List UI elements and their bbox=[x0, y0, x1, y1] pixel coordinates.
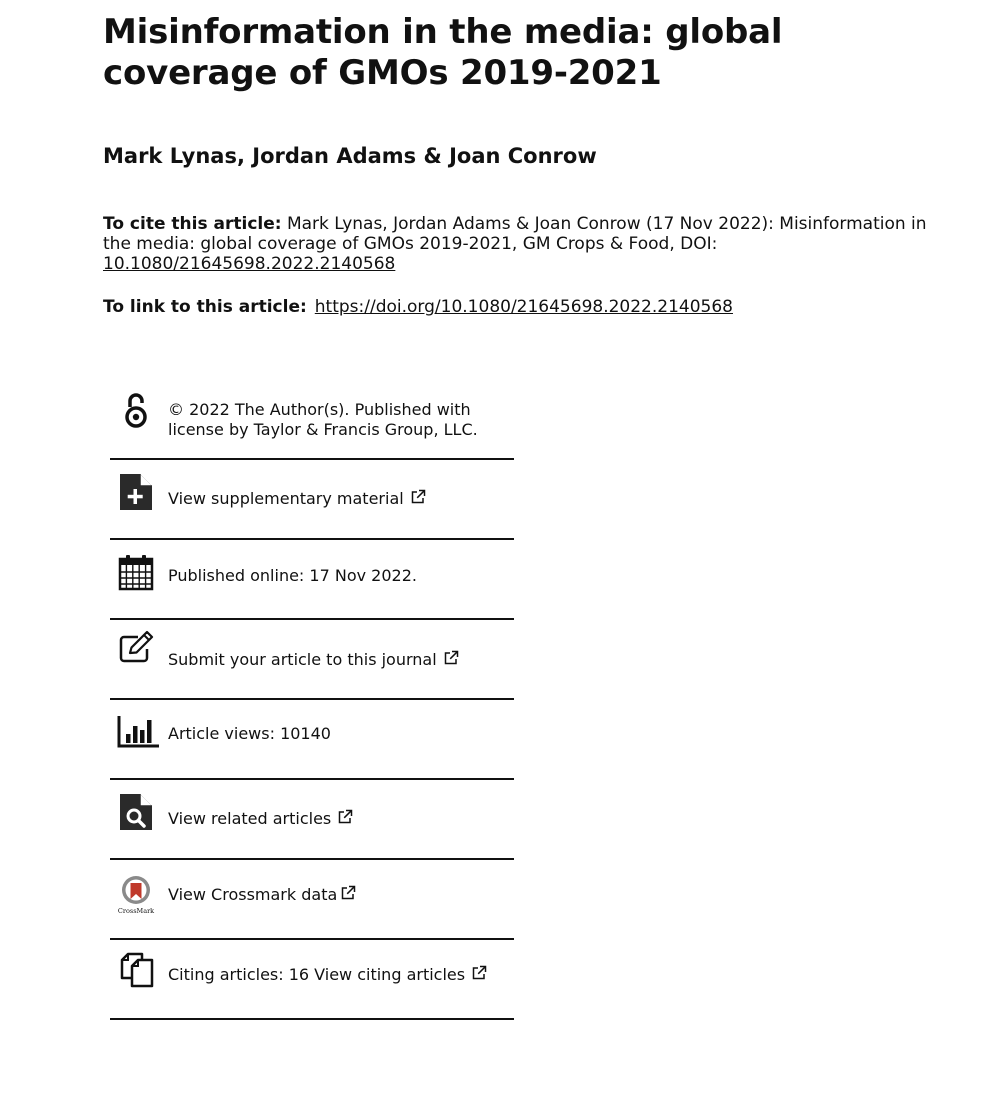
citing-label: Citing articles: 16 View citing articles bbox=[168, 965, 466, 984]
license-text bbox=[168, 400, 478, 440]
license-line-1: © 2022 The Author(s). Published with bbox=[168, 400, 471, 419]
citation-label: To cite this article: bbox=[103, 214, 282, 234]
supplementary-link[interactable] bbox=[168, 489, 426, 509]
published-date: Published online: 17 Nov 2022. bbox=[168, 566, 417, 585]
crossmark-logo-text: CrossMark bbox=[117, 907, 155, 915]
related-item[interactable] bbox=[110, 780, 514, 860]
submit-label: Submit your article to this journal bbox=[168, 650, 437, 669]
license-item bbox=[110, 380, 514, 460]
article-title: Misinformation in the media: global coverage of GMOs 2019-2021 bbox=[103, 12, 783, 93]
citation-block bbox=[103, 214, 933, 274]
article-authors: Mark Lynas, Jordan Adams & Joan Conrow bbox=[103, 144, 597, 168]
document-plus-icon bbox=[116, 472, 156, 512]
document-search-icon bbox=[116, 792, 156, 832]
edit-icon bbox=[116, 629, 156, 669]
related-label: View related articles bbox=[168, 809, 332, 828]
external-link-icon bbox=[443, 650, 459, 666]
crossmark-label: View Crossmark data bbox=[168, 885, 338, 904]
article-views: Article views: 10140 bbox=[168, 724, 331, 743]
bar-chart-icon bbox=[116, 710, 160, 750]
external-link-icon bbox=[340, 885, 356, 901]
crossmark-link[interactable] bbox=[168, 885, 356, 905]
external-link-icon bbox=[471, 965, 487, 981]
citing-documents-icon bbox=[116, 950, 156, 990]
citing-item[interactable] bbox=[110, 940, 514, 1020]
crossmark-logo-icon bbox=[116, 874, 160, 918]
citation-text: Mark Lynas, Jordan Adams & Joan Conrow (17 Nov 2022): Misinformation in the media: global coverage of GMOs 2019-2021, GM Crops & Food, DOI: bbox=[103, 214, 927, 254]
license-line-2: license by Taylor & Francis Group, LLC. bbox=[168, 420, 478, 439]
related-link[interactable] bbox=[168, 809, 353, 829]
article-doi-url-link[interactable]: https://doi.org/10.1080/21645698.2022.2140568 bbox=[314, 297, 733, 317]
published-item bbox=[110, 540, 514, 620]
article-link-label: To link to this article: bbox=[103, 297, 307, 317]
external-link-icon bbox=[337, 809, 353, 825]
article-info-list bbox=[110, 380, 514, 1020]
citation-doi-link[interactable]: 10.1080/21645698.2022.2140568 bbox=[103, 254, 396, 274]
open-access-icon bbox=[116, 390, 156, 430]
submit-item[interactable] bbox=[110, 620, 514, 700]
views-item bbox=[110, 700, 514, 780]
citing-link[interactable] bbox=[168, 965, 487, 985]
calendar-icon bbox=[116, 552, 156, 592]
external-link-icon bbox=[410, 489, 426, 505]
supplementary-label: View supplementary material bbox=[168, 489, 404, 508]
crossmark-item[interactable] bbox=[110, 860, 514, 940]
submit-link[interactable] bbox=[168, 650, 459, 670]
article-link-line bbox=[103, 296, 733, 318]
supplementary-item[interactable] bbox=[110, 460, 514, 540]
